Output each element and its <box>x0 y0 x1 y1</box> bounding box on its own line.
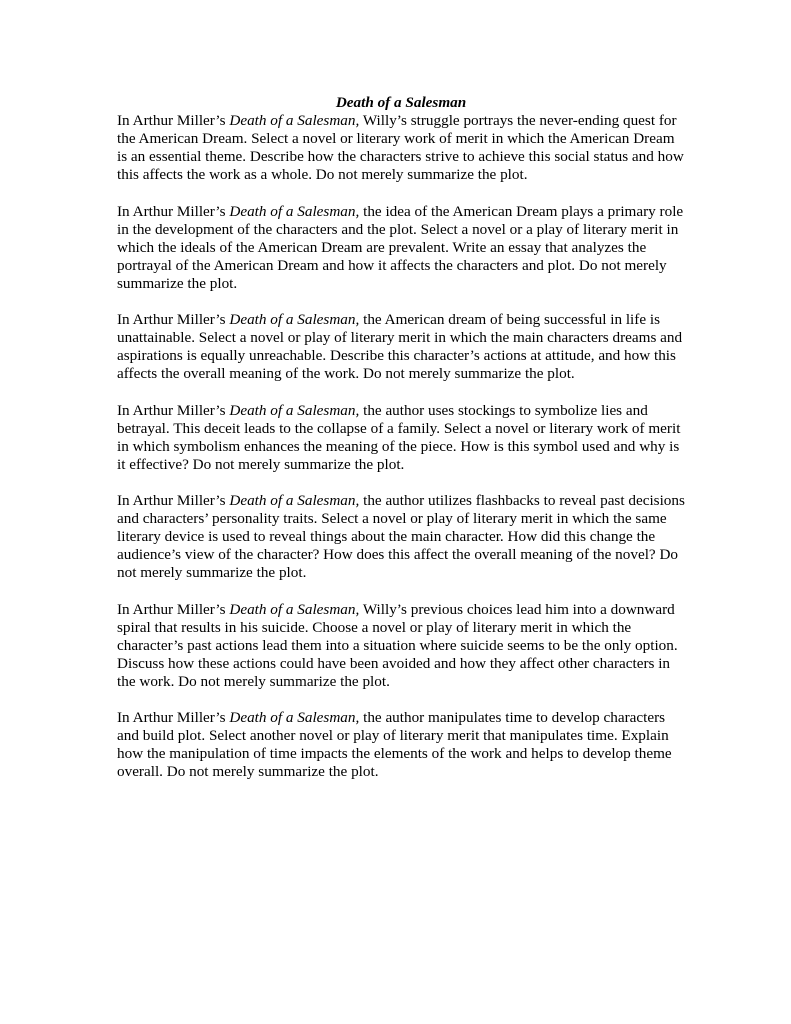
prompt-paragraph-1 <box>117 112 685 184</box>
prompt-paragraph-7 <box>117 709 685 781</box>
paragraph-lead: In Arthur Miller’s <box>117 112 230 130</box>
work-title-italic: Death of a Salesman, <box>229 202 360 220</box>
paragraph-text: the American dream of being successful in life is unattainable. Select a novel or play of literary merit in which the main characters dreams and aspirations is equally unreachable. Describe this character’s actions at attitude, and how this affects the overall meaning of the work. Do not merely summarize the plot. <box>117 311 683 383</box>
prompt-paragraph-3 <box>117 311 685 383</box>
paragraph-lead: In Arthur Miller’s <box>117 492 230 510</box>
paragraph-lead: In Arthur Miller’s <box>117 600 230 618</box>
paragraph-text: the idea of the American Dream plays a primary role in the development of the characters and the plot. Select a novel or a play of literary merit in which the ideals of the American Dream are prevalent. Write an essay that analyzes the portrayal of the American Dream and how it affects the characters and plot. Do not merely summarize the plot. <box>117 202 684 292</box>
work-title-italic: Death of a Salesman, <box>229 401 360 419</box>
paragraph-text: the author utilizes flashbacks to reveal past decisions and characters’ personality traits. Select a novel or play of literary merit in which the same literary device is used to reveal things about the main character. How did this change the audience’s view of the character? How does this affect the overall meaning of the novel? Do not merely summarize the plot. <box>117 492 685 582</box>
work-title-italic: Death of a Salesman, <box>229 311 360 329</box>
paragraph-text: Willy’s struggle portrays the never-ending quest for the American Dream. Select a novel or literary work of merit in which the American Dream is an essential theme. Describe how the characters strive to achieve this social status and how this affects the work as a whole. Do not merely summarize the plot. <box>117 112 684 184</box>
work-title-italic: Death of a Salesman, <box>229 112 360 130</box>
paragraph-text: the author manipulates time to develop characters and build plot. Select another novel or play of literary merit that manipulates time. Explain how the manipulation of time impacts the elements of the work and helps to develop theme overall. Do not merely summarize the plot. <box>117 709 672 781</box>
paragraph-lead: In Arthur Miller’s <box>117 202 230 220</box>
prompt-paragraph-2 <box>117 203 685 293</box>
work-title-italic: Death of a Salesman, <box>229 492 360 510</box>
paragraph-lead: In Arthur Miller’s <box>117 311 230 329</box>
prompt-paragraph-5 <box>117 492 685 582</box>
work-title-italic: Death of a Salesman, <box>229 709 360 727</box>
document-title: Death of a Salesman <box>335 94 467 111</box>
paragraph-lead: In Arthur Miller’s <box>117 709 230 727</box>
document-body <box>117 94 685 800</box>
paragraph-text: Willy’s previous choices lead him into a downward spiral that results in his suicide. Choose a novel or play of literary merit in which the character’s past actions lead them into a situation where suicide seems to be the only option. Discuss how these actions could have been avoided and how they affect other characters in the work. Do not merely summarize the plot. <box>117 600 678 690</box>
work-title-italic: Death of a Salesman, <box>229 600 360 618</box>
prompt-paragraph-4 <box>117 402 685 474</box>
paragraph-text: the author uses stockings to symbolize lies and betrayal. This deceit leads to the collapse of a family. Select a novel or literary work of merit in which symbolism enhances the meaning of the piece. How is this symbol used and why is it effective? Do not merely summarize the plot. <box>117 401 681 473</box>
paragraph-lead: In Arthur Miller’s <box>117 401 230 419</box>
prompt-paragraph-6 <box>117 601 685 691</box>
